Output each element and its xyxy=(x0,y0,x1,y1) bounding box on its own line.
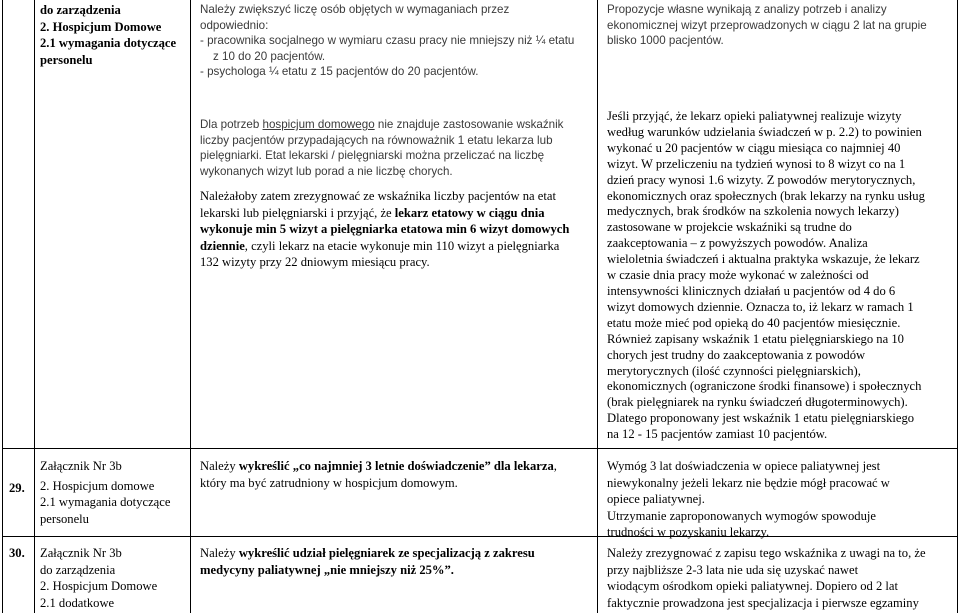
proposal-indicator-bold: dziennie xyxy=(200,238,245,253)
justification-line: w czasie dnia pracy może wykonać w zależności od xyxy=(607,268,869,283)
reference-line: 2.1 wymagania dotyczące xyxy=(40,495,171,510)
justification-line: ekonomicznych (ograniczone środki finansowe) i społecznych xyxy=(607,379,922,394)
proposal-bold: wykreślić udział pielęgniarek ze specjalizacją z zakresu xyxy=(238,546,535,560)
row-1-justification xyxy=(607,109,925,443)
justification-line: wizyt domowych dziennie. Oznacza to, iż lekarz w ramach 1 xyxy=(607,299,914,314)
justification-line: Również zapisany wskaźnik 1 etatu pielęgniarskiego na 10 xyxy=(607,331,904,346)
table-border-right xyxy=(957,0,958,613)
row-30-proposal xyxy=(200,545,535,578)
justification-line: trudności w pozyskaniu lekarzy. xyxy=(607,525,770,540)
column-divider-reference xyxy=(190,0,191,613)
row-29-proposal xyxy=(200,458,557,491)
row-30-reference xyxy=(40,545,157,611)
justification-line: Jeśli przyjąć, że lekarz opieki paliatywnej realizuje wizyty xyxy=(607,109,902,123)
proposal-normal: Należy xyxy=(200,459,239,473)
column-divider-number xyxy=(34,0,35,613)
row-29-reference xyxy=(40,458,170,527)
justification-line: Dlatego proponowany jest wskaźnik 1 etatu pielęgniarskiego xyxy=(607,411,915,426)
justification-line: na 12 - 15 pacjentów zamiast 10 pacjentów. xyxy=(607,427,828,442)
proposal-indicator-line: wykonuje min 5 wizyt a pielęgniarka etatowa min 6 wizyt domowych xyxy=(200,222,570,237)
proposal-indicator-normal: lekarski lub pielęgniarski i przyjąć, że xyxy=(200,205,395,220)
proposal-indicator-bold: lekarz etatowy w ciągu dnia xyxy=(394,205,545,220)
proposal-indicator-line xyxy=(200,205,569,222)
reference-line: personelu xyxy=(40,511,89,526)
justification-line: medycznych, brak środków na szkolenia nowych lekarzy) xyxy=(607,204,899,219)
proposal-line: - psychologa ¼ etatu z 15 pacjentów do 20 pacjentów. xyxy=(200,65,479,79)
proposal-line: odpowiednio: xyxy=(200,18,269,32)
reference-line: Załącznik Nr 3b xyxy=(40,546,122,560)
reference-line: 2.1 dodatkowe xyxy=(40,595,115,610)
row-1-justification-intro xyxy=(607,2,927,49)
justification-line: blisko 1000 pacjentów. xyxy=(607,34,724,48)
proposal-note-underlined: hospicjum domowego xyxy=(262,118,375,131)
justification-line: przy najbliższe 2-3 lata nie uda się uzyskać nawet xyxy=(607,562,859,577)
row-1-proposal xyxy=(200,2,574,80)
row-1-proposal-indicator xyxy=(200,188,569,271)
justification-line: faktycznie prowadzona jest specjalizacja i pierwsze egzaminy xyxy=(607,595,919,610)
justification-line: etatu może mieć pod opieką do 40 pacjentów miesięcznie. xyxy=(607,315,901,330)
row-divider-29 xyxy=(2,448,958,449)
reference-line: 2.1 wymagania dotyczące xyxy=(40,36,177,51)
justification-line: Wymóg 3 lat doświadczenia w opiece paliatywnej jest xyxy=(607,459,881,473)
justification-line: merytorycznych (ilość czynności pielęgniarskich), xyxy=(607,363,861,378)
table-border-left xyxy=(2,0,3,613)
justification-line: ekonomicznej wizyt przeprowadzonych w ciągu 2 lat na grupie xyxy=(607,18,927,32)
proposal-normal: Należy xyxy=(200,546,239,560)
justification-line: niewykonalny jeżeli lekarz nie będzie mógł pracować w xyxy=(607,475,890,490)
justification-line: wizyt. W przeliczeniu na tydzień wynosi to 8 wizyt co na 1 xyxy=(607,156,906,171)
column-divider-proposal xyxy=(597,0,598,613)
reference-line: 2. Hospicjum Domowe xyxy=(40,579,158,594)
reference-line: 2. Hospicjum Domowe xyxy=(40,19,162,34)
reference-line: personelu xyxy=(40,52,93,67)
row-number: 29. xyxy=(9,481,25,495)
justification-line: (brak pielęgniarek na rynku świadczeń długoterminowych). xyxy=(607,395,908,410)
justification-line: zastosowane w projekcie wskaźniki są trudne do xyxy=(607,220,852,235)
proposal-note-pre: Dla potrzeb xyxy=(200,118,263,131)
reference-line: do zarządzenia xyxy=(40,3,121,17)
justification-line: Należy zrezygnować z zapisu tego wskaźnika z uwagi na to, że xyxy=(607,546,926,560)
row-1-reference xyxy=(40,2,176,68)
justification-line: chorych jest trudny do zaakceptowania z powodów xyxy=(607,347,866,362)
proposal-note-line xyxy=(200,117,563,133)
proposal-note-rest: nie znajduje zastosowanie wskaźnik xyxy=(374,118,564,131)
justification-line: zaakceptowania – z powyższych powodów. Analiza xyxy=(607,236,868,251)
proposal-note-line: wykonanych wizyt lub porad a nie liczbę chorych. xyxy=(200,164,453,178)
proposal-indicator-line: Należałoby zatem zrezygnować ze wskaźnika liczby pacjentów na etat xyxy=(200,189,556,203)
justification-line: intensywności klinicznych działań u pacjentów od 4 do 6 xyxy=(607,283,896,298)
row-1-proposal-hospice-note xyxy=(200,117,563,179)
reference-line: Załącznik Nr 3b xyxy=(40,459,122,473)
proposal-indicator-line xyxy=(200,238,569,255)
proposal-line: - pracownika socjalnego w wymiaru czasu pracy nie mniejszy niż ¼ etatu xyxy=(200,34,575,48)
proposal-line xyxy=(200,458,557,475)
proposal-bold: wykreślić „co najmniej 3 letnie doświadczenie” dla lekarza xyxy=(238,459,554,473)
row-30-justification xyxy=(607,545,926,611)
justification-line: dzień pracy wynosi 1.6 wizyty. Z powodów merytorycznych, xyxy=(607,172,916,187)
proposal-line: z 10 do 20 pacjentów. xyxy=(213,49,326,63)
justification-line: według warunków udzielania świadczeń w p. 2.2) to powinien xyxy=(607,124,922,139)
proposal-indicator-normal: , czyli lekarz na etacie wykonuje min 110 wizyt a pielęgniarka xyxy=(244,238,560,253)
justification-line: wykonać u 20 pacjentów w ciągu miesiąca co najmniej 40 xyxy=(607,140,901,155)
proposal-line: który ma być zatrudniony w hospicjum domowym. xyxy=(200,475,458,490)
justification-line: opiece paliatywnej. xyxy=(607,492,705,507)
proposal-line: medycyny paliatywnej „nie mniejszy niż 25%”. xyxy=(200,562,454,577)
proposal-tail: , xyxy=(553,459,557,473)
justification-line: wiodącym ośrodkom opieki paliatywnej. Dopiero od 2 lat xyxy=(607,579,898,594)
reference-line: 2. Hospicjum domowe xyxy=(40,478,155,493)
reference-line: do zarządzenia xyxy=(40,562,116,577)
proposal-note-line: liczby pacjentów przypadających na równoważnik 1 etatu lekarza lub xyxy=(200,133,553,147)
row-number: 30. xyxy=(9,546,25,560)
justification-line: ekonomicznych oraz społecznych (brak lekarzy na rynku usług xyxy=(607,188,925,203)
row-29-justification xyxy=(607,458,890,541)
proposal-line: Należy zwiększyć liczę osób objętych w wymaganiach przez xyxy=(200,3,510,16)
justification-line: Propozycje własne wynikają z analizy potrzeb i analizy xyxy=(607,3,887,16)
justification-line: wieloletnia świadczeń i aktualna praktyka wskazuje, że lekarz xyxy=(607,252,920,267)
proposal-indicator-line: 132 wizyty przy 22 dniowym miesiącu pracy. xyxy=(200,255,430,270)
justification-line: Utrzymanie zaproponowanych wymogów spowoduje xyxy=(607,508,876,523)
proposal-note-line: pielęgniarki. Etat lekarski / pielęgniarski można przeliczać na liczbę xyxy=(200,149,545,163)
proposal-line xyxy=(200,545,535,562)
